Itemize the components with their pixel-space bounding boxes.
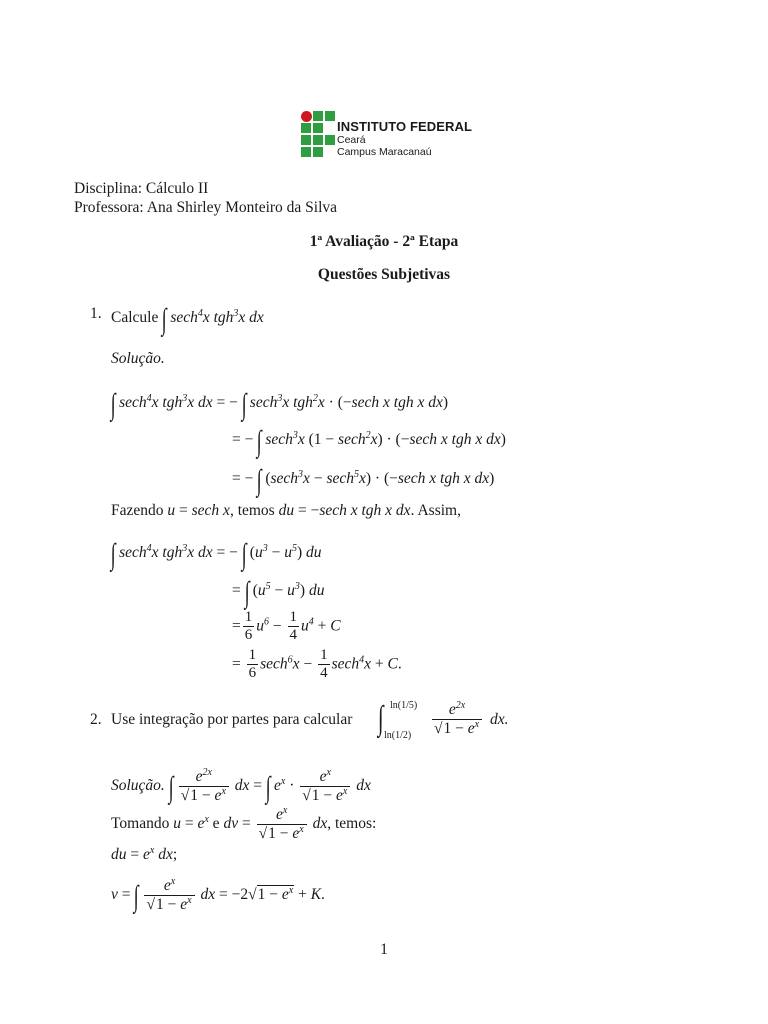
q1-substitution-text: Fazendo u = sech x, temos du = −sech x tgh x dx. Assim,: [111, 502, 461, 519]
question-1-statement: Calcule ∫ sech$^4$x tgh$^3$x dx: [111, 303, 264, 336]
q2-solution-line: Solução. ∫ $\frac{e^{2x}}{√1 - e^x}$ dx = ∫ $e^x$ · $\frac{e^x}{√1 - e^x}$ dx: [111, 767, 371, 804]
upper-limit: ln(1/5): [390, 700, 418, 711]
question-1-number: 1.: [90, 305, 102, 322]
exam-subtitle: Questões Subjetivas: [317, 266, 451, 283]
question-2-solution-label: Solução.: [111, 776, 165, 794]
q1-eq-line-2: = − ∫ sech$^3$x (1 − sech$^2$x) · (−sech x tgh x dx): [232, 425, 506, 458]
logo-red-dot: [301, 111, 312, 122]
q1-eq-line-4: ∫ sech$^4$x tgh$^3$x dx = − ∫ $(u^3 - u^5)$ du: [110, 538, 322, 571]
question-2-prompt: Use integração por partes para calcular: [111, 711, 353, 728]
q2-v-line: v = ∫ $\frac{e^x}{√1 - e^x}$ dx = $-2√1 - e^x + K$.: [111, 876, 325, 913]
logo-campus: Campus Maracanaú: [337, 146, 432, 158]
q1-eq-line-5: = ∫ $(u^5 - u^3)$ du: [232, 576, 325, 609]
question-1-solution-label: Solução.: [111, 350, 165, 367]
q1-eq-line-7: = $\frac{1}{6}$ sech$^6$x − $\frac{1}{4}$ sech$^4$x + C.: [232, 647, 402, 682]
lower-limit: ln(1/2): [384, 730, 412, 741]
question-1-prompt: Calcule: [111, 309, 159, 326]
q2-du-line: du = $e^x$ dx;: [111, 845, 178, 863]
institution-logo: [301, 111, 501, 159]
q1-eq-line-6: = $\frac{1}{6}$ $u^6$ − $\frac{1}{4}$ $u^4 + C$: [232, 609, 341, 644]
page-number: 1: [380, 941, 388, 958]
professor-line: Professora: Ana Shirley Monteiro da Silva: [74, 199, 338, 216]
q1-eq-line-3: = − ∫ (sech$^3$x − sech$^5$x) · (−sech x tgh x dx): [232, 464, 495, 497]
q2-parts-choice: Tomando $u = e^x$ e dv = $\frac{e^x}{√1 - e^x}$ dx, temos:: [111, 805, 377, 842]
logo-title: INSTITUTO FEDERAL: [337, 119, 473, 134]
logo-state: Ceará: [337, 134, 366, 146]
q1-eq-line-1: ∫ sech$^4$x tgh$^3$x dx = − ∫ sech$^3$x tgh$^2$x · (−sech x tgh x dx): [110, 388, 449, 421]
discipline-line: Disciplina: Cálculo II: [74, 180, 209, 197]
exam-title: 1ª Avaliação - 2ª Etapa: [309, 233, 459, 250]
question-2-number: 2.: [90, 711, 102, 728]
question-2-integral: ∫ ln(1/5) ln(1/2) $\frac{e^{2x}}{√1 - e^x}$ dx.: [377, 700, 509, 741]
